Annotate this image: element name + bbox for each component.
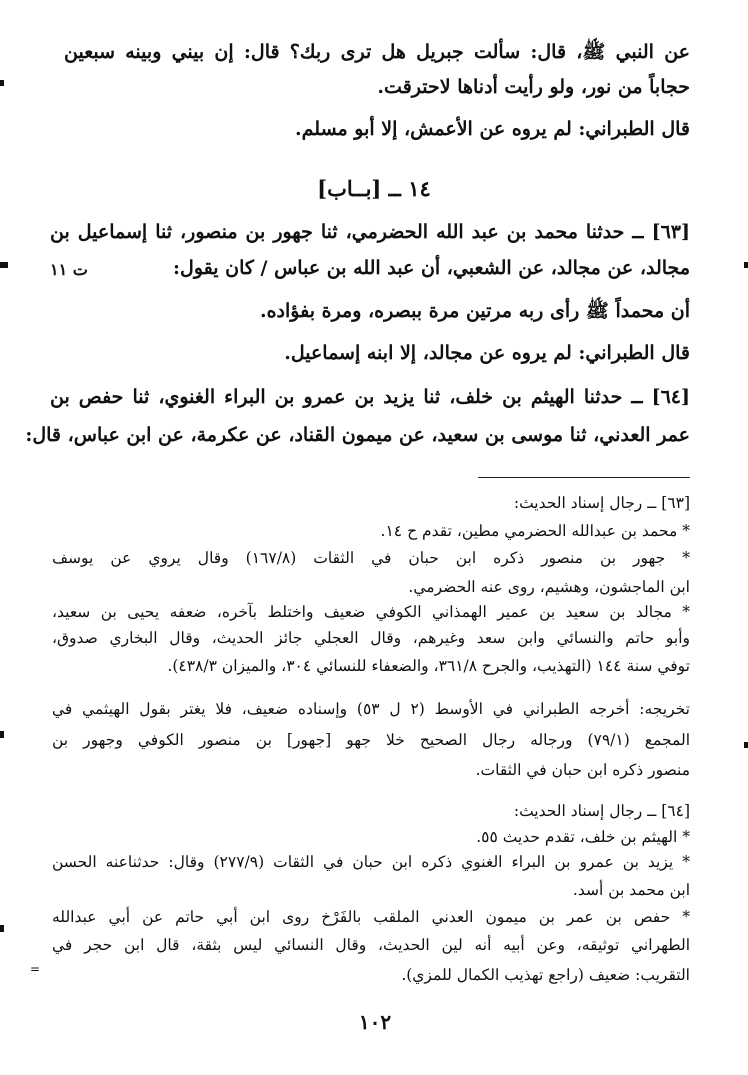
hadith-line: [٦٤] ــ حدثنا الهيثم بن خلف، ثنا يزيد بن عمرو بن البراء الغنوي، ثنا حفص بن [50, 386, 690, 408]
footnote-line: * حفص بن عمر بن ميمون العدني الملقب بالفَرْخ روى ابن أبي حاتم عن أبي عبدالله [52, 908, 690, 926]
hadith-line: أن محمداً ﷺ رأى ربه مرتين مرة ببصره، ومرة بفؤاده. [259, 300, 690, 322]
footnote-line: ابن الماجشون، وهشيم، روى عنه الحضرمي. [408, 578, 690, 596]
scan-mark [0, 80, 4, 86]
edge-mark: = [30, 962, 41, 976]
footnote-heading: [٦٣] ــ رجال إسناد الحديث: [513, 494, 690, 512]
scan-mark [0, 731, 4, 738]
body-line: حجاباً من نور، ولو رأيت أدناها لاحترقت. [377, 76, 690, 98]
body-line: عن النبي ﷺ، قال: سألت جبريل هل ترى ربك؟ قال: إن بيني وبينه سبعين [64, 41, 690, 63]
footnote-line: * يزيد بن عمرو بن البراء الغنوي ذكره ابن حبان في الثقات (٢٧٧/٩) وقال: حدثناعنه الحسن [52, 853, 690, 871]
page-number: ١٠٢ [358, 1010, 392, 1034]
scan-mark [0, 925, 4, 932]
scan-mark [0, 262, 8, 268]
scan-mark [744, 742, 748, 748]
footnote-line: * محمد بن عبدالله الحضرمي مطين، تقدم ح ١٤. [380, 522, 690, 540]
body-line: قال الطبراني: لم يروه عن الأعمش، إلا أبو مسلم. [295, 118, 690, 140]
footnote-line: * جهور بن منصور ذكره ابن حبان في الثقات (١٦٧/٨) وقال يروي عن يوسف [52, 549, 690, 567]
footnote-line: وأبو حاتم والنسائي وابن سعد وغيرهم، وقال العجلي جائز الحديث، وقال البخاري صدوق، [52, 629, 690, 647]
footnote-line: تخريجه: أخرجه الطبراني في الأوسط (٢ ل ٥٣) وإسناده ضعيف، فلا يغتر بقول الهيثمي في [52, 700, 690, 718]
footnote-line: منصور ذكره ابن حبان في الثقات. [475, 761, 690, 779]
footnote-heading: [٦٤] ــ رجال إسناد الحديث: [513, 802, 690, 820]
chapter-heading: ١٤ ــ [بــاب] [317, 176, 431, 201]
scan-mark [744, 262, 748, 268]
hadith-line: مجالد، عن مجالد، عن الشعبي، أن عبد الله بن عباس / كان يقول: [173, 257, 690, 279]
margin-reference: ت ١١ [50, 260, 88, 279]
footnote-line: التقريب: ضعيف (راجع تهذيب الكمال للمزي). [401, 966, 690, 984]
footnote-divider [478, 477, 690, 478]
hadith-line: قال الطبراني: لم يروه عن مجالد، إلا ابنه إسماعيل. [284, 342, 690, 364]
footnote-line: * مجالد بن سعيد بن عمير الهمذاني الكوفي ضعيف واختلط بآخره، ضعفه يحيى بن سعيد، [52, 603, 690, 621]
footnote-line: ابن محمد بن أسد. [572, 881, 690, 899]
footnote-line: * الهيثم بن خلف، تقدم حديث ٥٥. [476, 828, 690, 846]
hadith-line: [٦٣] ــ حدثنا محمد بن عبد الله الحضرمي، ثنا جهور بن منصور، ثنا إسماعيل بن [50, 221, 690, 243]
hadith-line: عمر العدني، ثنا موسى بن سعيد، عن ميمون القناد، عن عكرمة، عن ابن عباس، قال: [25, 424, 690, 446]
footnote-line: الطهراني توثيقه، وعن أبيه أنه لين الحديث، وقال النسائي ليس بثقة، قال ابن حجر في [52, 936, 690, 954]
footnote-line: توفي سنة ١٤٤ (التهذيب، والجرح ٣٦١/٨، والضعفاء للنسائي ٣٠٤، والميزان ٤٣٨/٣). [167, 657, 690, 675]
footnote-line: المجمع (٧٩/١) ورجاله رجال الصحيح خلا جهو [جهور] بن منصور الكوفي وجهور بن [52, 731, 690, 749]
